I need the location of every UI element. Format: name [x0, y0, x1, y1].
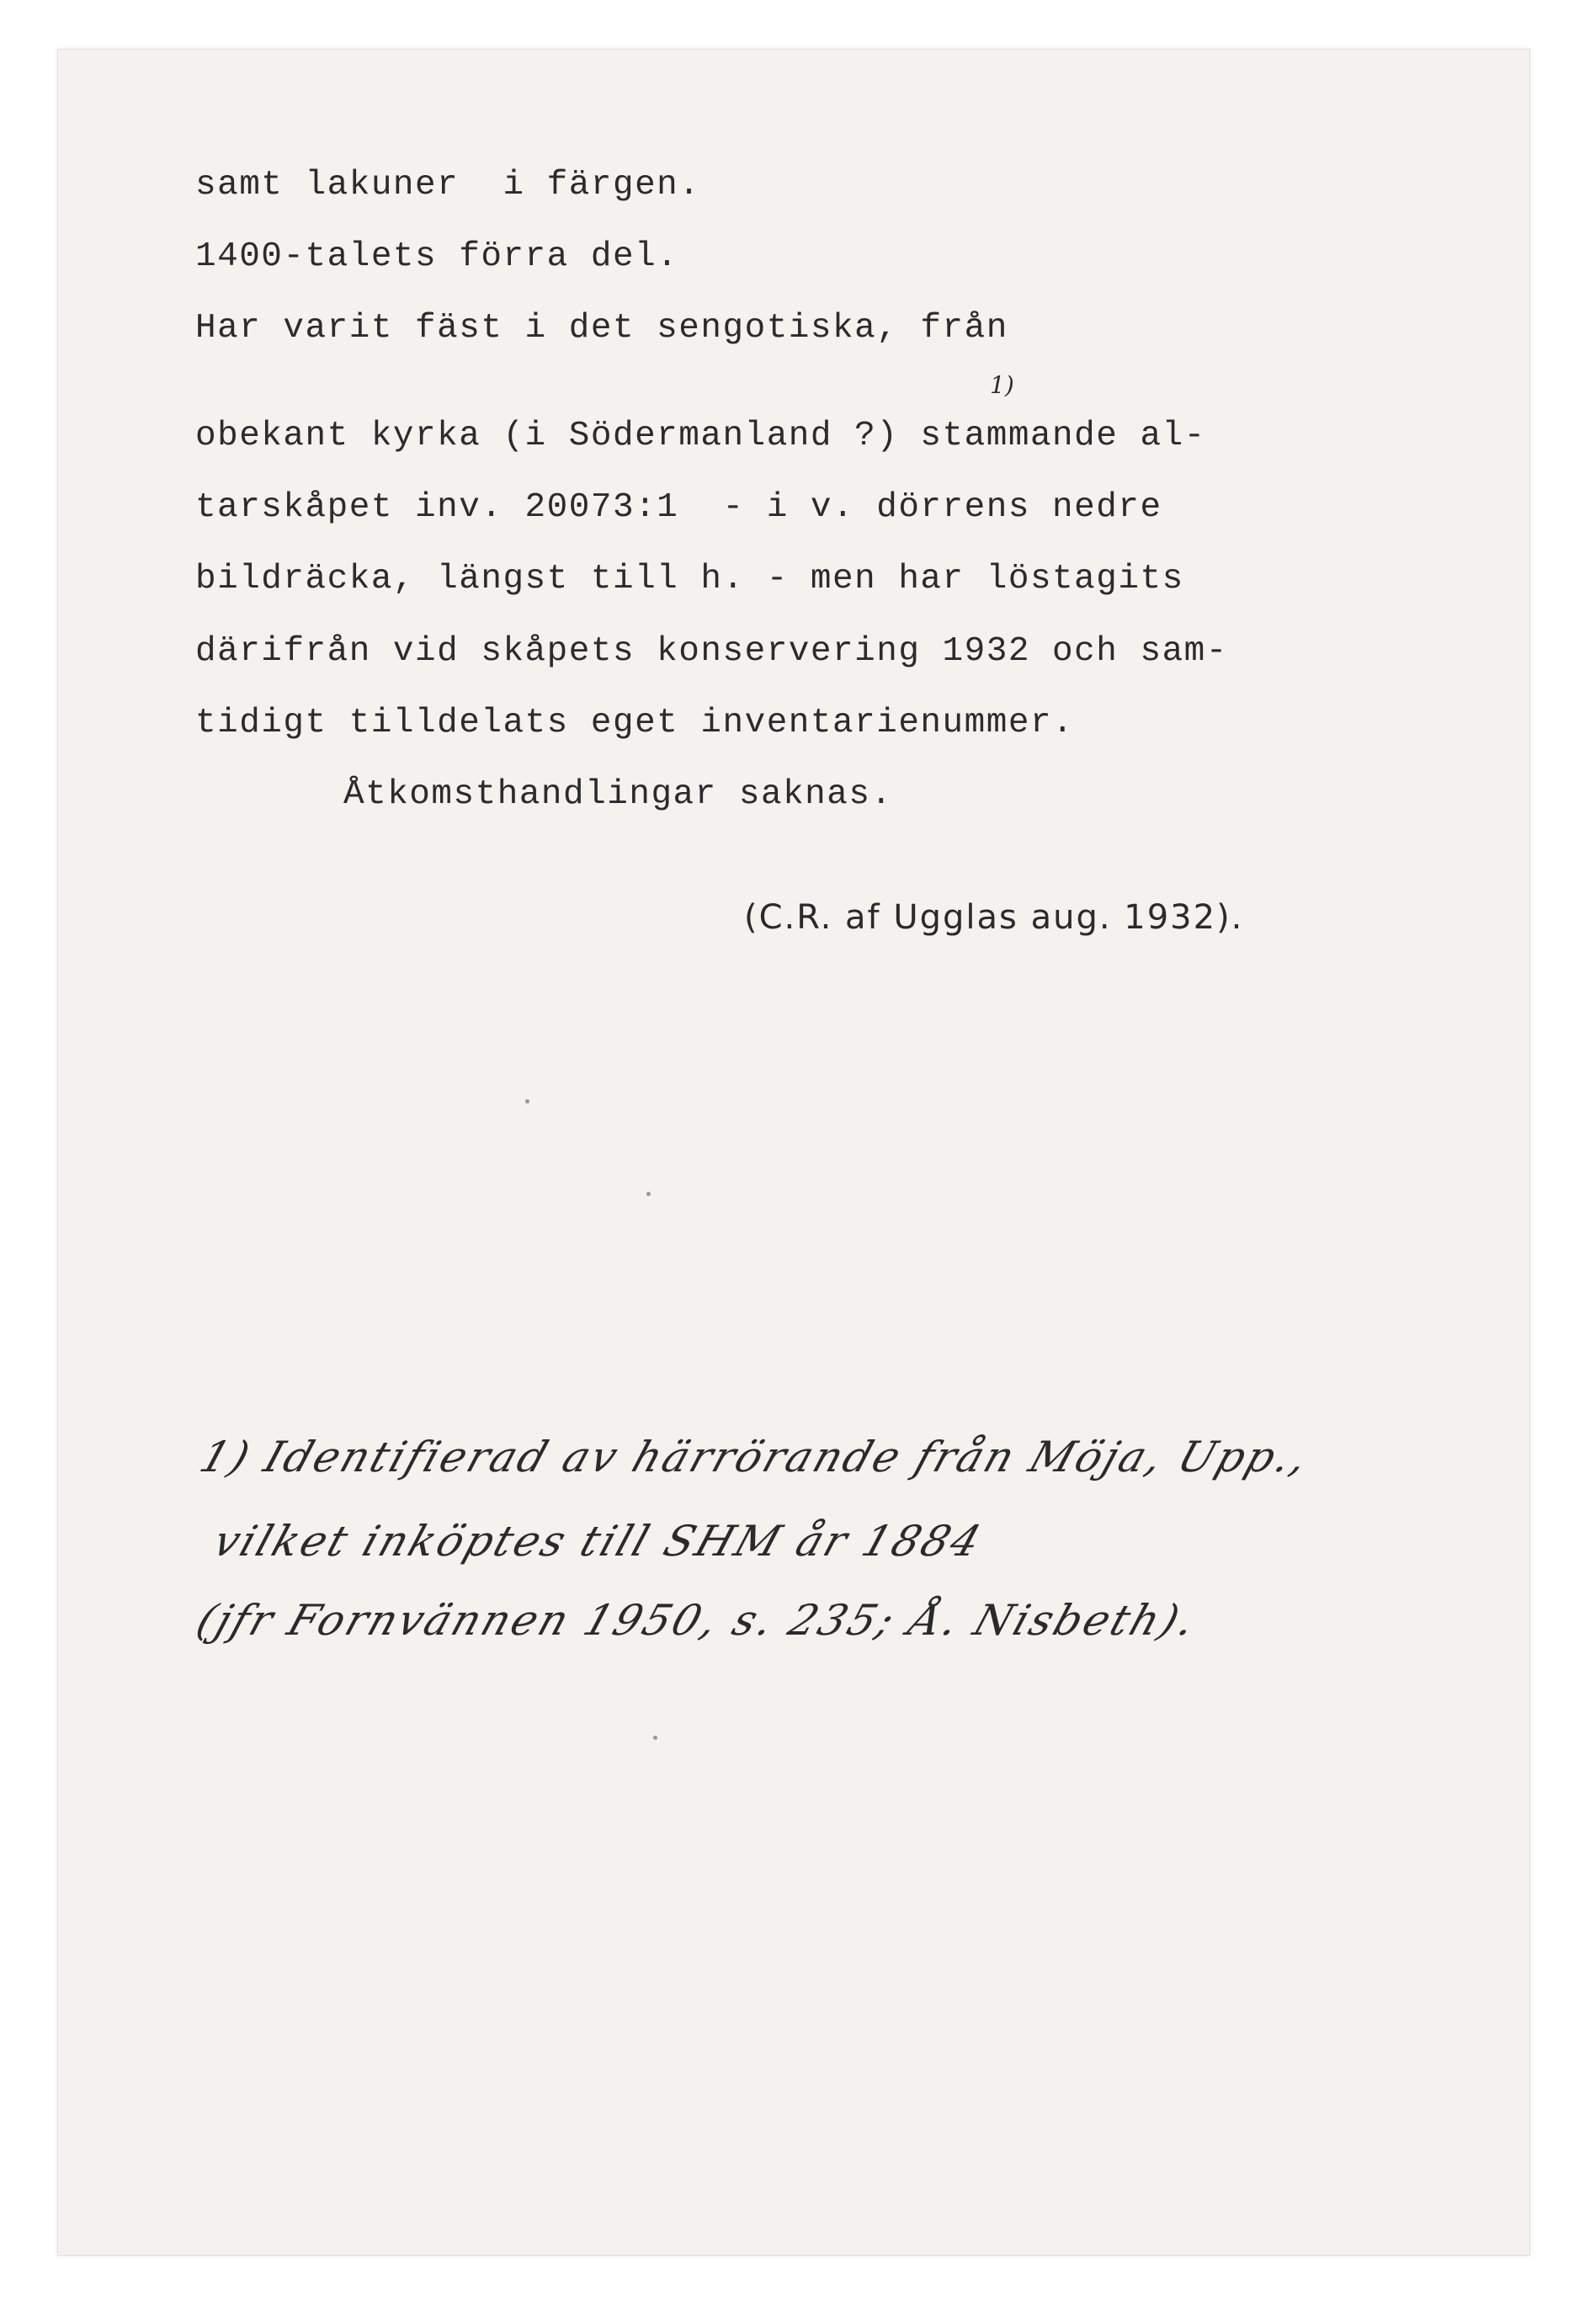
typed-line-4: obekant kyrka (i Södermanland ?) stammande al-: [195, 417, 1206, 455]
typed-line-2: 1400-talets förra del.: [195, 237, 679, 276]
typed-line-5: tarskåpet inv. 20073:1 - i v. dörrens nedre: [195, 488, 1162, 527]
paper-speck: [525, 1099, 529, 1104]
typed-line-6: bildräcka, längst till h. - men har löstagits: [195, 560, 1184, 598]
typed-line-1: samt lakuner i färgen.: [195, 166, 701, 205]
handwritten-footnote-line-2: vilket inköptes till SHM år 1884: [207, 1517, 990, 1566]
typed-line-7: därifrån vid skåpets konservering 1932 och sam-: [195, 632, 1228, 671]
footnote-mark: 1): [990, 371, 1014, 399]
handwritten-footnote-line-1: 1) Identifierad av härrörande från Möja, Upp.,: [194, 1433, 1316, 1481]
typed-line-3: Har varit fäst i det sengotiska, från: [195, 309, 1008, 348]
signature-line: (C.R. af Ugglas aug. 1932).: [744, 898, 1244, 937]
paper-speck: [646, 1192, 651, 1196]
document-page: [57, 49, 1530, 2256]
handwritten-footnote-line-3: (jfr Fornvännen 1950, s. 235; Å. Nisbeth).: [190, 1596, 1204, 1645]
typed-line-8: tidigt tilldelats eget inventarienummer.: [195, 704, 1075, 742]
paper-speck: [653, 1736, 657, 1740]
typed-line-9: Åtkomsthandlingar saknas.: [343, 775, 893, 814]
